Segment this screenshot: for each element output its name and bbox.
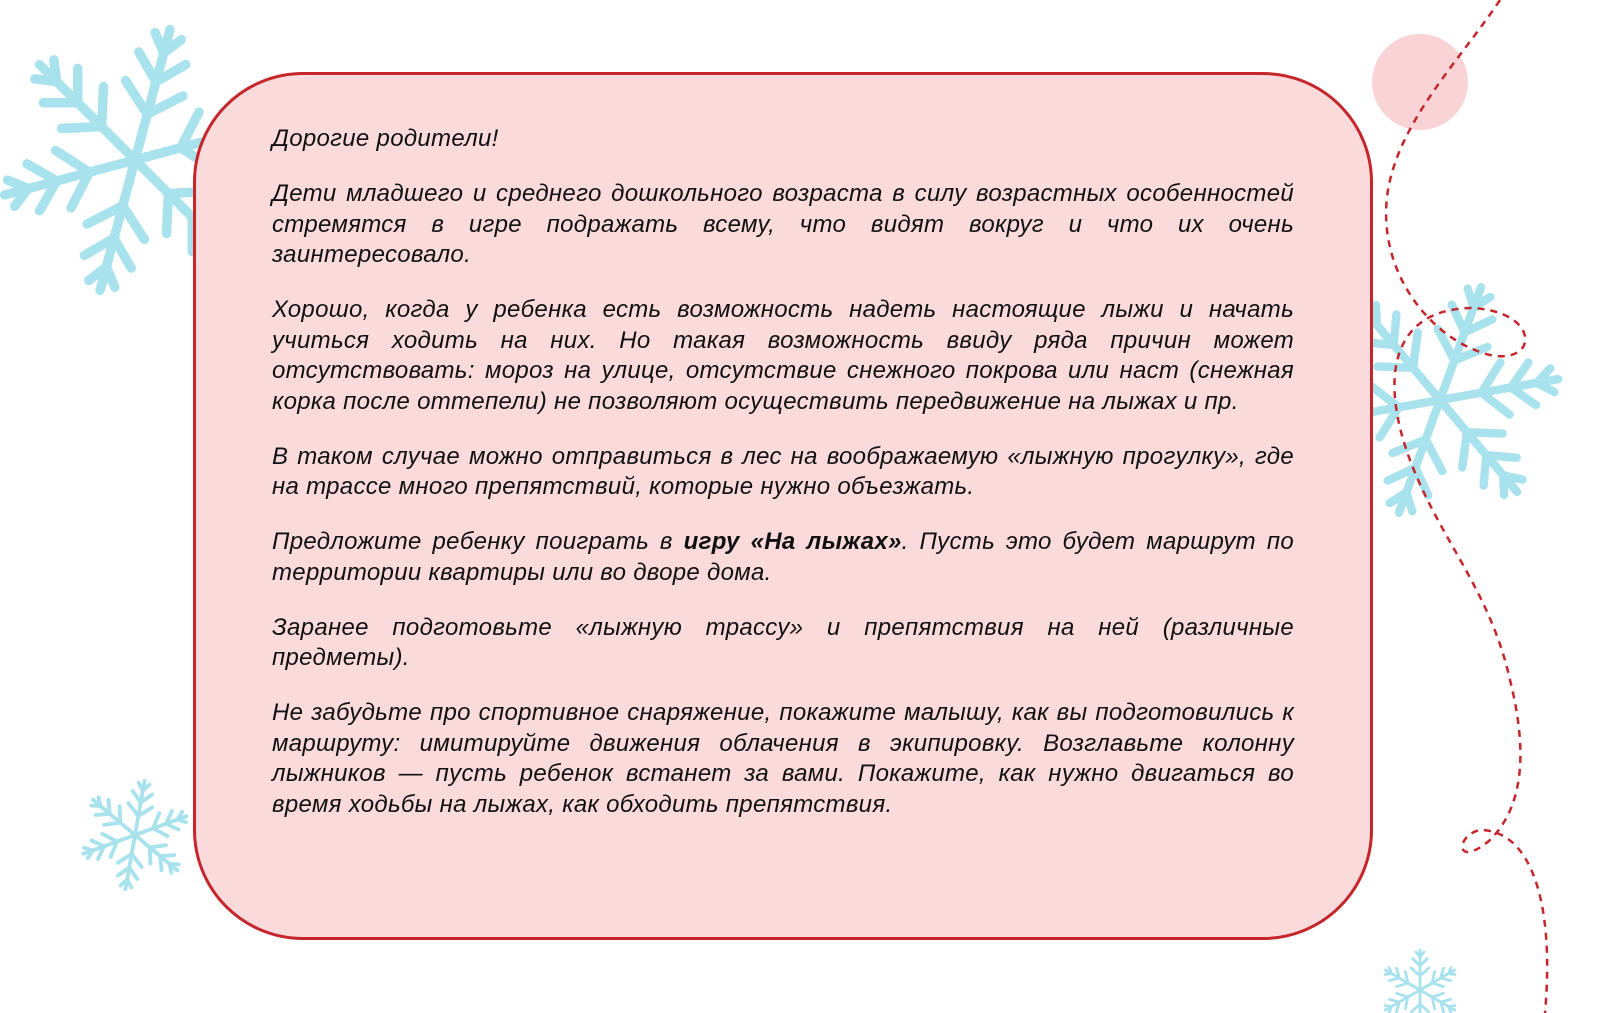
paragraph: Не забудьте про спортивное снаряжение, покажите малышу, как вы подготовились к маршруту: имитируйте движения облачения в экипировку. Возглавьте колонну лыжников — пусть ребенок встанет за вами. Покажите, как нужно двигаться во время ходьбы на лыжах, как обходить препятствия.	[272, 699, 1294, 818]
paragraph-game	[272, 527, 1294, 588]
snowflake-icon	[73, 772, 198, 899]
paragraph: Хорошо, когда у ребенка есть возможность надеть настоящие лыжи и начать учиться ходить на них. Но такая возможность ввиду ряда причин может отсутствовать: мороз на улице, отсутствие снежного покрова или наст (снежная корка после оттепели) не позволяют осуществить передвижение на лыжах и пр.	[272, 296, 1294, 415]
circle-decoration	[1372, 34, 1468, 130]
paragraph: В таком случае можно отправиться в лес на воображаемую «лыжную прогулку», где на трассе много препятствий, которые нужно объезжать.	[272, 442, 1294, 500]
paragraph: Дети младшего и среднего дошкольного возраста в силу возрастных особенностей стремятся в игре подражать всему, что видят вокруг и что их очень заинтересовало.	[272, 180, 1294, 268]
text-span: . Пусть это будет маршрут по территории квартиры или во дворе дома.	[272, 528, 1294, 586]
paragraph: Заранее подготовьте «лыжную трассу» и препятствия на ней (различные предметы).	[272, 613, 1294, 671]
snowflake-icon	[1381, 950, 1459, 1013]
greeting: Дорогие родители!	[272, 125, 499, 152]
letter-text	[272, 124, 1294, 845]
text-span: Предложите ребенку поиграть в	[272, 528, 684, 555]
game-name: игру «На лыжах»	[683, 528, 902, 555]
